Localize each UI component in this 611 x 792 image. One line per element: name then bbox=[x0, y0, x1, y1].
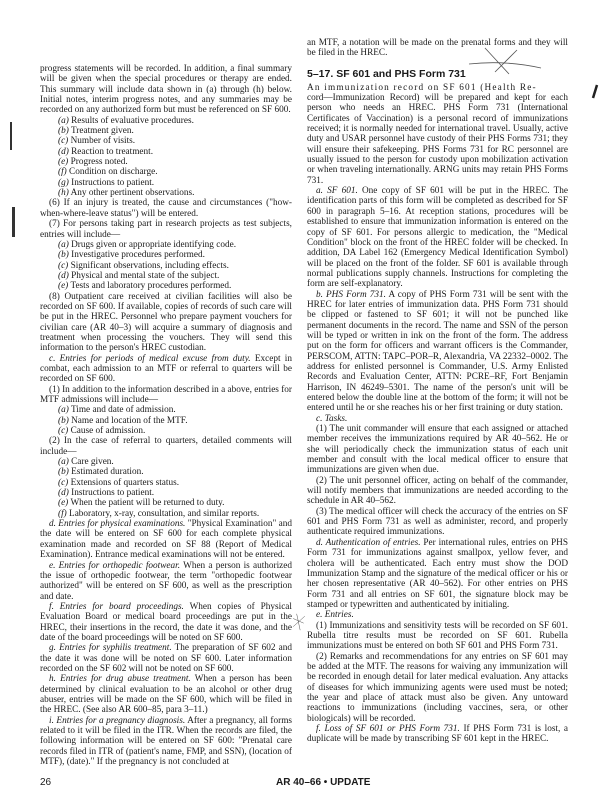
paragraph-text: Results of evaluative procedures. bbox=[71, 115, 194, 126]
paragraph-text: (2) In the case of referral to quarters, detailed comments will include— bbox=[40, 436, 292, 457]
paragraph-text: A copy of PHS Form 731 will be sent with the HREC for later entries of immunization data. PHS Form 731 should be clipped or fastened to SF 601; it will not be punched like permanent documents in the record. The name and SSN of the person will be typed or written in ink on the front of the form. The address put on the form for officers and warrant officers is the Commander, PERSCOM, ATTN: TAPC–POR–R, Alexandria, VA 22332–0002. The address for enlisted personnel is Commander, U.S. Army Enlisted Records and Evaluation Center, ATTN: PCRE–RF, Fort Benjamin Harrison, IN 46249–5301. The name of the person's unit will be entered below the double line at the bottom of the form; it will not be entered until he or she reaches his or her first training or duty station. bbox=[307, 289, 569, 414]
paragraph bbox=[307, 83, 568, 186]
paragraph bbox=[307, 290, 568, 414]
paragraph-text: Time and date of admission. bbox=[70, 405, 176, 416]
item-label: (b) bbox=[58, 415, 69, 426]
paragraph-text: Cause of admission. bbox=[70, 426, 146, 437]
list-item bbox=[40, 126, 292, 136]
item-label: (e) bbox=[58, 281, 69, 292]
paragraph-text: cord—Immunization Record) will be prepared and kept for each person who needs an HREC. PHS Form 731 (International Certificates of Vaccination) is a personal record of immunizations received; it is normally needed for international travel. Usually, active duty and USAR personnel have custody of their PHS Forms 731; they will ensure their safekeeping. PHS Forms 731 for RC personnel are usually issued to the person for custody upon mobilization activation or when traveling internationally. ARNG units may retain PHS Forms 731. bbox=[307, 93, 568, 186]
item-label: (c) bbox=[58, 260, 69, 271]
paragraph-lead: c. Tasks. bbox=[316, 413, 348, 424]
paragraph-text: (1) Immunizations and sensitivity tests will be recorded on SF 601. Rubella titre results must be recorded on SF 601. Rubella immunizations must be entered on both SF 601 and PHS Form 731. bbox=[307, 620, 568, 652]
left-column bbox=[40, 64, 292, 767]
paragraph-text: When a person has been determined by clinical evaluation to be an alcohol or other drug abuser, entries will be made on the SF 600, which will be filed in the HREC. (See also AR 600–85, para 3–11.) bbox=[40, 674, 292, 716]
list-item bbox=[40, 116, 292, 126]
item-label: (h) bbox=[58, 188, 69, 199]
list-item bbox=[40, 509, 292, 519]
paragraph-lead: g. Entries for syphilis treatment. bbox=[49, 643, 172, 654]
paragraph-text: Progress noted. bbox=[70, 157, 128, 168]
paragraph-text: (2) Remarks and recommendations for any entries on SF 601 may be added at the MTF. The reasons for waiving any immunization will be recorded in enough detail for later medical evaluation. Any attacks of diseases for which immunizing agents were used must be noted; the year and place of attack must also be given. Any untoward reactions to immunizations (including vaccines, sera, or other biologicals) will be recorded. bbox=[307, 651, 568, 724]
footer-title: AR 40–66 • UPDATE bbox=[276, 777, 371, 789]
paragraph bbox=[307, 610, 568, 620]
paragraph bbox=[307, 424, 568, 476]
paragraph-text: Investigative procedures performed. bbox=[71, 250, 205, 261]
list-item bbox=[40, 416, 292, 426]
list-item bbox=[40, 147, 292, 157]
item-label: (a) bbox=[58, 239, 69, 250]
paragraph bbox=[40, 716, 292, 768]
paragraph bbox=[307, 186, 568, 289]
paragraph bbox=[307, 724, 568, 745]
paragraph-text: When the patient will be returned to duty. bbox=[70, 498, 225, 509]
paragraph-text: (8) Outpatient care received at civilian facilities will also be recorded on SF 600. If available, copies of records of such care will be put in the HREC. Personnel who prepare payment vouchers for civilian care (AR 40–3) will acquire a summary of diagnosis and treatment when processing the vouchers. They will send this information to the person's HREC custodian. bbox=[40, 291, 292, 354]
list-item bbox=[40, 426, 292, 436]
item-label: (c) bbox=[58, 426, 69, 437]
list-item bbox=[40, 457, 292, 467]
paragraph bbox=[40, 602, 292, 643]
paragraph bbox=[307, 621, 568, 652]
paragraph-text: Except in combat, each admission to an MTF or referral to quarters will be recorded on SF 600. bbox=[40, 353, 292, 385]
paragraph bbox=[40, 436, 292, 457]
paragraph-lead: f. Entries for board proceedings. bbox=[49, 601, 184, 612]
paragraph bbox=[40, 292, 292, 354]
list-item bbox=[40, 271, 292, 281]
paragraph-text: Significant observations, including effects. bbox=[70, 260, 229, 271]
section-body bbox=[307, 83, 568, 745]
item-label: (b) bbox=[58, 467, 69, 478]
item-label: (a) bbox=[58, 115, 69, 126]
paragraph-lead: b. PHS Form 731. bbox=[316, 289, 386, 300]
item-label: (c) bbox=[58, 136, 69, 147]
paragraph-text: Reaction to treatment. bbox=[71, 146, 154, 157]
paragraph-text: Number of visits. bbox=[70, 136, 136, 147]
list-item bbox=[40, 178, 292, 188]
paragraph-text: (7) For persons taking part in research projects as test subjects, entries will include— bbox=[40, 219, 292, 240]
paragraph bbox=[40, 219, 292, 240]
paragraph-text: Instructions to patient. bbox=[71, 488, 155, 499]
paragraph-text: When a person is authorized the issue of orthopedic footwear, the term "orthopedic footwear authorized" will be entered on SF 600, as well as the prescription and date. bbox=[40, 560, 293, 602]
paragraph-text: Extensions of quarters status. bbox=[70, 477, 180, 488]
change-bar bbox=[10, 122, 12, 150]
paragraph-lead: i. Entries for a pregnancy diagnosis. bbox=[49, 715, 186, 726]
item-label: (f) bbox=[58, 508, 67, 519]
paragraph-lead: e. Entries for orthopedic footwear. bbox=[49, 560, 181, 571]
paragraph-text: Condition on discharge. bbox=[69, 167, 158, 178]
paragraph-text: If PHS Form 731 is lost, a duplicate will be made by transcribing SF 601 kept in the HREC. bbox=[307, 724, 568, 745]
list-item bbox=[40, 136, 292, 146]
paragraph-first-line: An immunization record on SF 601 (Health Re- bbox=[307, 82, 537, 93]
item-label: (d) bbox=[58, 146, 69, 157]
item-label: (b) bbox=[58, 126, 69, 137]
list-item bbox=[40, 478, 292, 488]
paragraph-lead: e. Entries. bbox=[316, 610, 354, 621]
paragraph-text: progress statements will be recorded. In addition, a final summary will be given when the special procedures or therapy are ended. This summary will include data shown in (a) through (h) below. Initial notes, interim progress notes, and any summaries may be recorded on any authorized form but must be referenced on SF 600. bbox=[40, 64, 292, 116]
paragraph-text: Treatment given. bbox=[70, 126, 134, 137]
paragraph-text: When copies of Physical Evaluation Board or medical board proceedings are put in the HREC, their insertions in the record, the date it was done, and the date of the board proceedings will be noted on SF 600. bbox=[40, 601, 292, 643]
paragraph-text: Physical and mental state of the subject. bbox=[71, 270, 220, 281]
list-item bbox=[40, 498, 292, 508]
list-item bbox=[40, 240, 292, 250]
page-number: 26 bbox=[40, 777, 52, 789]
list-item bbox=[40, 467, 292, 477]
paragraph-lead: a. SF 601. bbox=[316, 186, 358, 197]
columns bbox=[0, 38, 611, 767]
section-heading: 5–17. SF 601 and PHS Form 731 bbox=[307, 67, 466, 80]
paragraph bbox=[307, 507, 568, 538]
paragraph-text: Name and location of the MTF. bbox=[71, 415, 188, 426]
paragraph-text: (6) If an injury is treated, the cause and circumstances ("how-when-where-leave status") will be entered. bbox=[40, 198, 292, 219]
item-label: (d) bbox=[58, 270, 69, 281]
item-label: (e) bbox=[58, 498, 69, 509]
paragraph bbox=[307, 538, 568, 610]
paragraph-text: Per international rules, entries on PHS Form 731 for immunizations against smallpox, yellow fever, and cholera will be authenticated. Each entry must show the DOD Immunization Stamp and the signature of the medical officer or his or her chosen representative (AR 40–562). For other entries on PHS Form 731 and all entries on SF 601, the signature block may be stamped or typewritten and authenticated by initialing. bbox=[307, 537, 569, 610]
paragraph-lead: h. Entries for drug abuse treatment. bbox=[49, 674, 191, 685]
list-item bbox=[40, 157, 292, 167]
paragraph bbox=[40, 64, 292, 116]
item-label: (g) bbox=[58, 177, 69, 188]
paragraph-text: One copy of SF 601 will be put in the HREC. The identification parts of this form will be completed as described for SF 600 in paragraph 5–16. At reception stations, procedures will be established to ensure that immunization information is entered on the copy of SF 601. For persons allergic to medication, the "Medical Condition" block on the front of the HREC folder will be checked. In addition, DA Label 162 (Emergency Medical Identification Symbol) will be placed on the front of the folder. SF 601 is available through normal publications supply channels. Instructions for completing the form are self-explanatory. bbox=[307, 186, 569, 290]
paragraph-text: Estimated duration. bbox=[71, 467, 144, 478]
paragraph bbox=[307, 476, 568, 507]
paragraph bbox=[40, 519, 292, 560]
paragraph-text: (3) The medical officer will check the accuracy of the entries on SF 601 and PHS Form 731 as well as administer, record, and properly authenticate required immunizations. bbox=[307, 506, 568, 538]
paragraph-text: Any other pertinent observations. bbox=[70, 188, 195, 199]
list-item bbox=[40, 405, 292, 415]
paragraph bbox=[40, 561, 292, 602]
paragraph-text: "Physical Examination" and the date will be entered on SF 600 for each complete physical examination made and recorded on SF 88 (Report of Medical Examination). Entrance medical examinations will not be entered. bbox=[40, 519, 292, 561]
list-item bbox=[40, 188, 292, 198]
paragraph bbox=[40, 643, 292, 674]
paragraph-text: Tests and laboratory procedures performed. bbox=[70, 281, 232, 292]
paragraph-text: Drugs given or appropriate identifying code. bbox=[71, 239, 237, 250]
paragraph-text: (2) The unit personnel officer, acting on behalf of the commander, will notify members that immunizations are needed according to the schedule in AR 40–562. bbox=[307, 475, 568, 507]
paragraph bbox=[40, 674, 292, 715]
paragraph: an MTF, a notation will be made on the prenatal forms and they will be filed in the HREC. bbox=[307, 38, 568, 59]
item-label: (b) bbox=[58, 250, 69, 261]
paragraph-text: Care given. bbox=[71, 457, 114, 468]
paragraph-text: The preparation of SF 602 and the date it was done will be noted on SF 600. Later information recorded on the SF 602 will not be noted on SF 600. bbox=[40, 643, 292, 674]
paragraph-text: Laboratory, x-ray, consultation, and similar reports. bbox=[69, 508, 260, 519]
handwritten-tick-mark bbox=[590, 84, 600, 100]
item-label: (a) bbox=[58, 405, 69, 416]
paragraph bbox=[307, 414, 568, 424]
paragraph-text: After a pregnancy, all forms related to it will be filed in the ITR. When the records are filed, the following information will be entered on SF 600: "Prenatal care records filed in ITR of (patient's name, FMP, and SSN), (location of MTF), (date)." If the pregnancy is not concluded at bbox=[40, 715, 292, 768]
right-column bbox=[307, 38, 568, 745]
paragraph-text: Instructions to patient. bbox=[71, 177, 155, 188]
list-item bbox=[40, 281, 292, 291]
paragraph-lead: d. Authentication of entries. bbox=[316, 537, 421, 548]
item-label: (d) bbox=[58, 488, 69, 499]
item-label: (a) bbox=[58, 457, 69, 468]
paragraph-lead: c. Entries for periods of medical excuse from duty. bbox=[49, 353, 251, 364]
paragraph-lead: f. Loss of SF 601 or PHS Form 731. bbox=[316, 724, 460, 734]
list-item bbox=[40, 488, 292, 498]
paragraph-text: (1) In addition to the information described in a above, entries for MTF admissions will include— bbox=[40, 384, 292, 405]
change-bar bbox=[12, 207, 15, 237]
item-label: (e) bbox=[58, 157, 69, 168]
paragraph bbox=[40, 198, 292, 219]
item-label: (f) bbox=[58, 167, 67, 178]
paragraph bbox=[40, 354, 292, 385]
list-item bbox=[40, 261, 292, 271]
paragraph-lead: d. Entries for physical examinations. bbox=[49, 519, 186, 530]
handwritten-asterisk-mark bbox=[292, 606, 306, 638]
item-label: (c) bbox=[58, 477, 69, 488]
handwritten-x-mark bbox=[465, 42, 545, 82]
paragraph-text: (1) The unit commander will ensure that each assigned or attached member receives the immunizations required by AR 40–562. He or she will periodically check the immunization status of each unit member and consult with the local medical officer to ensure that immunizations are given when due. bbox=[307, 424, 568, 476]
footer bbox=[0, 777, 611, 791]
paragraph bbox=[307, 652, 568, 724]
paragraph bbox=[40, 385, 292, 406]
list-item bbox=[40, 167, 292, 177]
list-item bbox=[40, 250, 292, 260]
